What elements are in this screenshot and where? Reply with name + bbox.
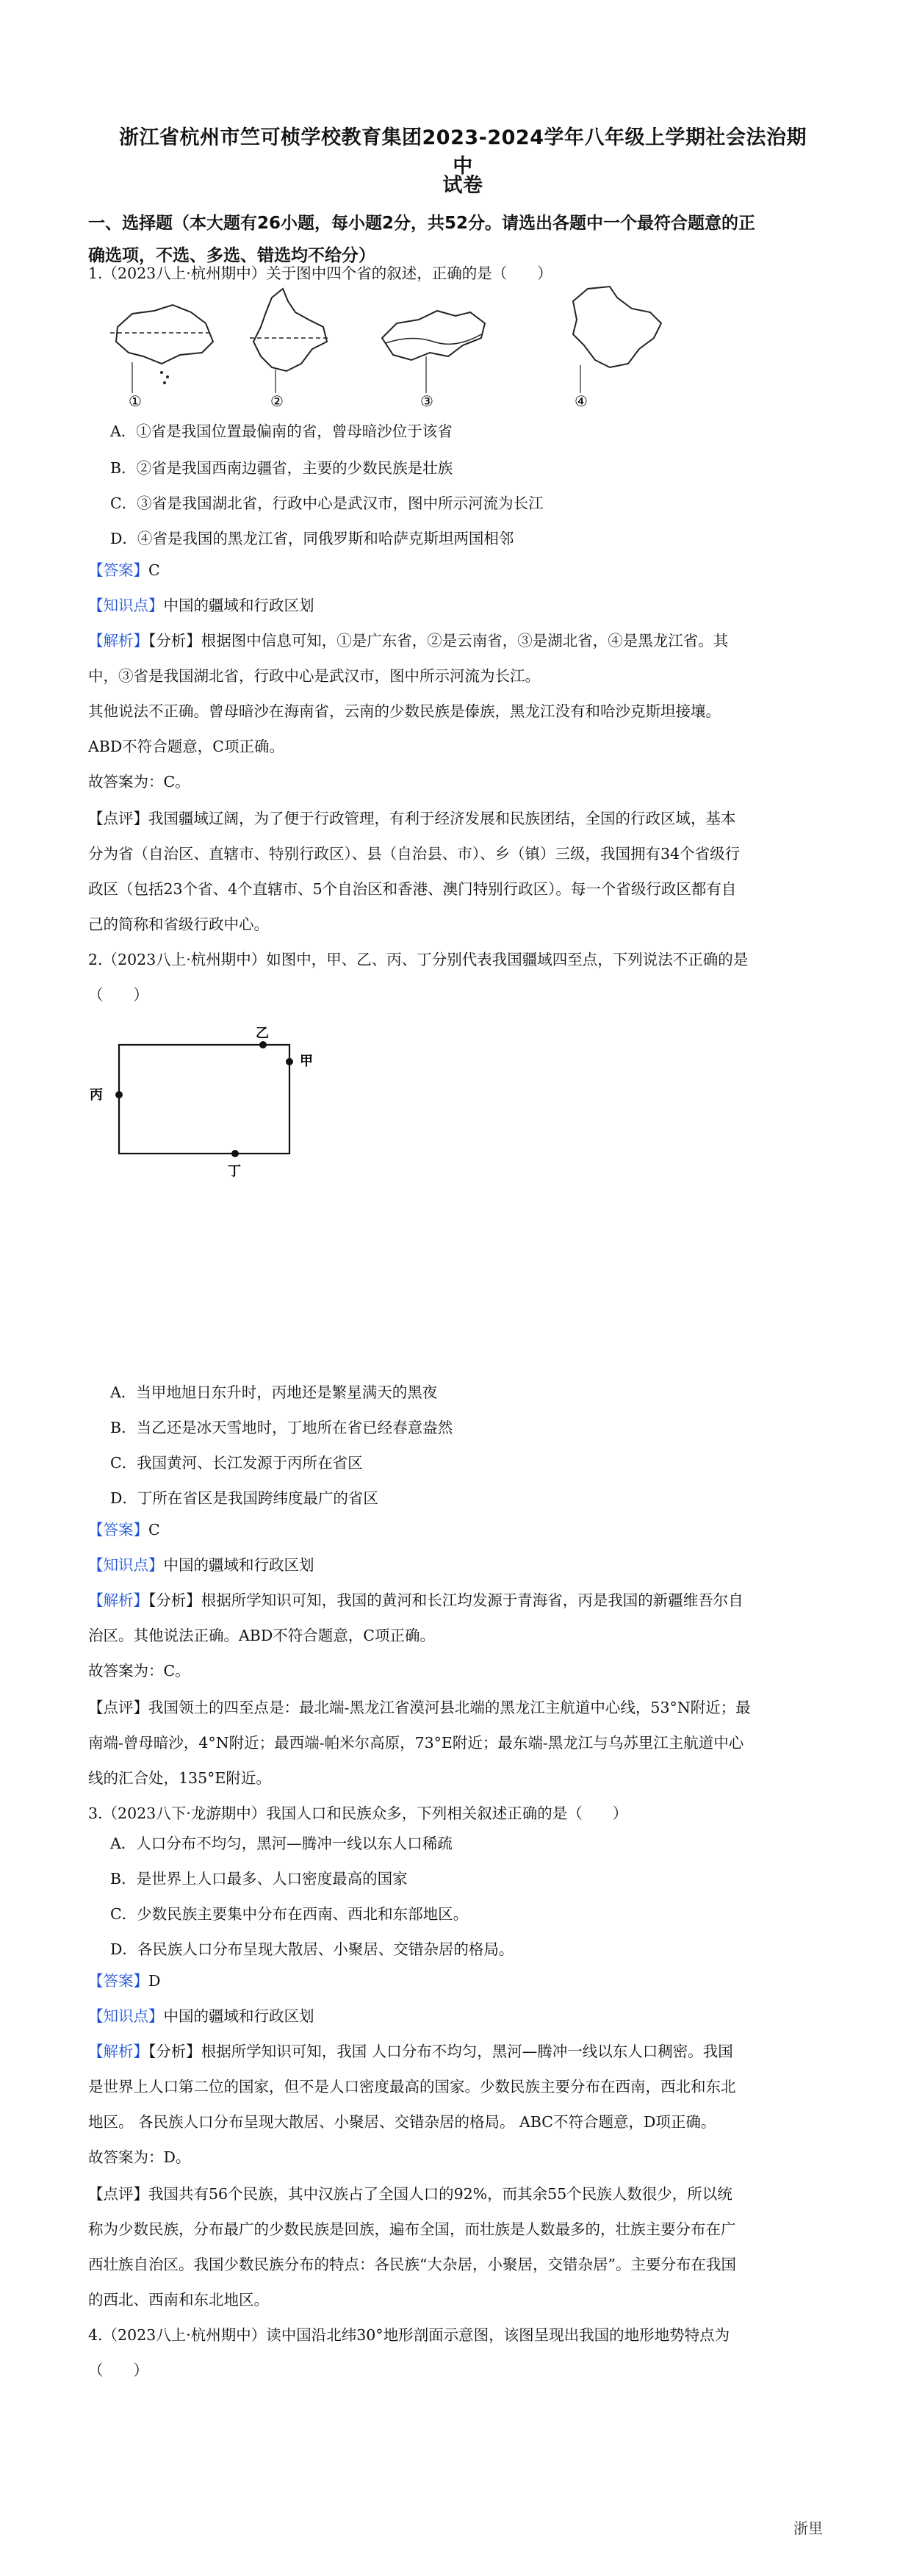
q1-analysis-line3: 其他说法不正确。曾母暗沙在海南省，云南的少数民族是傣族，黑龙江没有和哈沙克斯坦接壤。 [88,702,721,720]
label-yi: 乙 [256,1026,269,1041]
q2-comment-line2: 南端-曾母暗沙，4°N附近；最西端-帕米尔高原，73°E附近；最东端-黑龙江与乌苏里江主航道中心 [88,1734,744,1752]
point-jia [286,1058,293,1065]
q1-province-maps [103,283,691,415]
q1-option-a: A．①省是我国位置最偏南的省，曾母暗沙位于该省 [110,422,453,440]
q3-analysis-line2: 是世界上人口第二位的国家，但不是人口密度最高的国家。少数民族主要分布在西南，西北和东北 [88,2078,736,2095]
q3-stem: 3.（2023八下·龙游期中）我国人口和民族众多，下列相关叙述正确的是（ ） [88,1805,628,1822]
q2-stem-line1: 2.（2023八上·杭州期中）如图中，甲、乙、丙、丁分别代表我国疆域四至点，下列说法不正确的是 [88,951,749,968]
section-heading-line2: 确选项，不选、多选、错选均不给分） [88,246,375,265]
q3-comment-line2: 称为少数民族，分布最广的少数民族是回族，遍布全国，而壮族是人数最多的，壮族主要分布在广 [88,2220,736,2238]
point-ding [231,1150,239,1157]
map-label-3: ③ [420,392,433,410]
q2-option-b: B．当乙还是冰天雪地时，丁地所在省已经春意盎然 [110,1419,453,1436]
q2-comment-line3: 线的汇合处，135°E附近。 [88,1769,271,1787]
map-label-2: ② [270,392,284,410]
q2-analysis-line1: 【解析】【分析】根据所学知识可知，我国的黄河和长江均发源于青海省，丙是我国的新疆维吾尔自 [88,1591,743,1609]
q3-knowledge-point: 【知识点】中国的疆域和行政区划 [88,2007,314,2025]
q1-comment-line1: 【点评】我国疆域辽阔，为了便于行政管理，有利于经济发展和民族团结，全国的行政区域，基本 [88,810,736,827]
section-heading-line1: 一、选择题（本大题有26小题，每小题2分，共52分。请选出各题中一个最符合题意的正 [88,214,756,233]
q2-knowledge-point: 【知识点】中国的疆域和行政区划 [88,1556,314,1574]
q2-answer: 【答案】C [88,1521,160,1539]
q1-analysis-line1: 【解析】【分析】根据图中信息可知，①是广东省，②是云南省，③是湖北省，④是黑龙江省。其 [88,632,729,650]
q1-analysis-line4: ABD不符合题意，C项正确。 [88,738,284,755]
map-guangdong [110,305,213,410]
q1-comment-line4: 己的简称和省级行政中心。 [88,915,269,933]
q2-option-d: D．丁所在省区是我国跨纬度最广的省区 [110,1489,378,1507]
q2-extremes-diagram [81,1021,345,1190]
q2-option-c: C．我国黄河、长江发源于丙所在省区 [110,1454,363,1472]
map-heilongjiang [573,287,661,410]
q1-option-c: C．③省是我国湖北省，行政中心是武汉市，图中所示河流为长江 [110,494,544,512]
q1-stem: 1.（2023八上·杭州期中）关于图中四个省的叙述，正确的是（ ） [88,265,552,282]
q4-stem-line1: 4.（2023八上·杭州期中）读中国沿北纬30°地形剖面示意图，该图呈现出我国的地形地势特点为 [88,2326,730,2344]
q2-conclusion: 故答案为：C。 [88,1662,190,1680]
q4-stem-line2: （ ） [88,2361,148,2379]
q3-answer: 【答案】D [88,1972,161,1990]
q3-comment-line3: 西壮族自治区。我国少数民族分布的特点：各民族“大杂居，小聚居，交错杂居”。主要分布在我国 [88,2256,736,2273]
label-ding: 丁 [228,1164,241,1179]
q1-comment-line3: 政区（包括23个省、4个直辖市、5个自治区和香港、澳门特别行政区）。每一个省级行政区都有自 [88,880,737,898]
q3-analysis-line1: 【解析】【分析】根据所学知识可知，我国 人口分布不均匀，黑河—腾冲一线以东人口稠密。我国 [88,2043,733,2060]
label-bing: 丙 [90,1087,103,1103]
territory-rect [119,1045,289,1154]
q1-answer: 【答案】C [88,561,160,579]
q2-option-a: A．当甲地旭日东升时，丙地还是繁星满天的黑夜 [110,1384,438,1401]
q3-option-c: C．少数民族主要集中分布在西南、西北和东部地区。 [110,1905,469,1923]
q1-conclusion: 故答案为：C。 [88,773,190,791]
page-footer: 浙里 [793,2519,823,2537]
q1-option-d: D．④省是我国的黑龙江省，同俄罗斯和哈萨克斯坦两国相邻 [110,530,514,547]
point-bing [115,1091,123,1098]
map-label-1: ① [129,392,142,410]
label-jia: 甲 [300,1054,313,1069]
q3-option-d: D．各民族人口分布呈现大散居、小聚居、交错杂居的格局。 [110,1940,514,1958]
q2-comment-line1: 【点评】我国领土的四至点是：最北端-黑龙江省漠河县北端的黑龙江主航道中心线，53°N附近；最 [88,1699,751,1716]
q3-option-b: B．是世界上人口最多、人口密度最高的国家 [110,1870,408,1888]
map-hubei [382,311,485,410]
point-yi [259,1041,267,1048]
doc-title-line2: 试卷 [442,174,483,197]
q3-option-a: A．人口分布不均匀，黑河—腾冲一线以东人口稀疏 [110,1835,453,1852]
q3-analysis-line3: 地区。 各民族人口分布呈现大散居、小聚居、交错杂居的格局。 ABC不符合题意，D项正确。 [88,2113,716,2131]
q1-knowledge-point: 【知识点】中国的疆域和行政区划 [88,597,314,614]
q3-comment-line1: 【点评】我国共有56个民族，其中汉族占了全国人口的92%，而其余55个民族人数很少，所以统 [88,2185,732,2203]
q2-stem-line2: （ ） [88,986,148,1004]
q3-conclusion: 故答案为：D。 [88,2148,191,2166]
map-label-4: ④ [575,392,588,410]
map-yunnan [250,289,331,410]
q1-analysis-line2: 中，③省是我国湖北省，行政中心是武汉市，图中所示河流为长江。 [88,667,540,685]
q1-option-b: B．②省是我国西南边疆省，主要的少数民族是壮族 [110,459,453,477]
q1-comment-line2: 分为省（自治区、直辖市、特别行政区）、县（自治县、市）、乡（镇）三级，我国拥有34个省级行 [88,845,741,863]
q2-analysis-line2: 治区。其他说法正确。ABD不符合题意，C项正确。 [88,1627,435,1644]
doc-title-line1: 浙江省杭州市竺可桢学校教育集团2023-2024学年八年级上学期社会法治期中 [119,126,807,178]
q3-comment-line4: 的西北、西南和东北地区。 [88,2291,269,2309]
